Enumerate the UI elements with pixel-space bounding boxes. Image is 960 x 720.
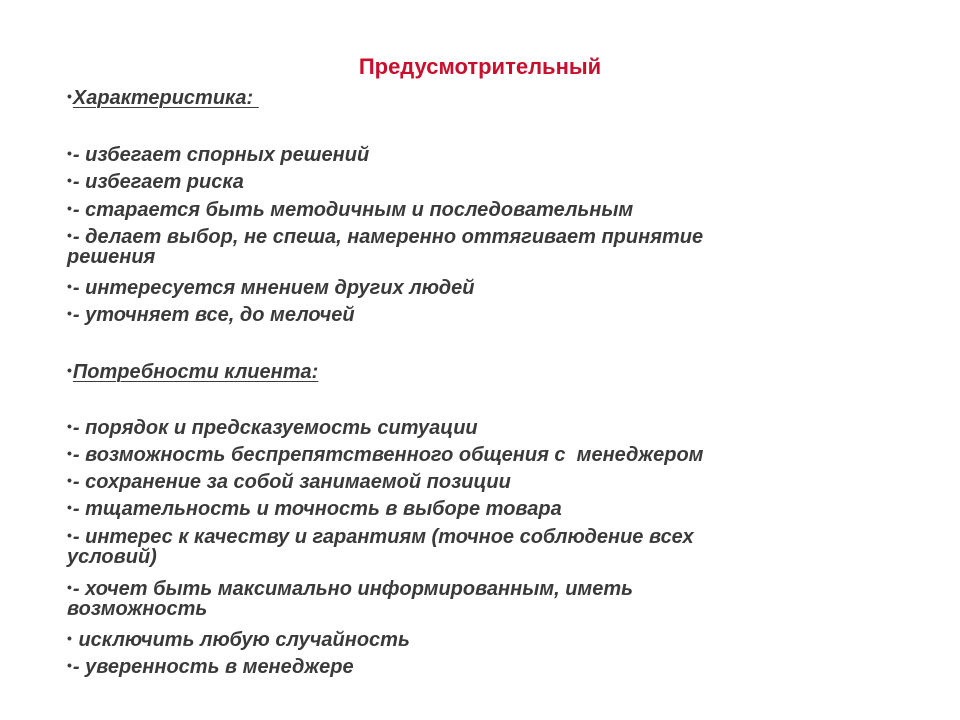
list-item-continuation [67, 546, 867, 568]
bullet-icon: • [67, 630, 72, 646]
list-item [67, 275, 867, 299]
list-item-text: - тщательность и точность в выборе товара [72, 498, 562, 520]
list-item-text: возможность [67, 598, 208, 620]
list-item-text: условий) [67, 546, 157, 568]
list-item [67, 142, 867, 166]
bullet-icon: • [67, 145, 72, 161]
bullet-icon: • [67, 172, 72, 188]
bullet-icon: • [67, 579, 72, 595]
bullet-icon: • [67, 227, 72, 243]
list-item-continuation [67, 246, 867, 268]
bullet-icon: • [67, 362, 72, 378]
bullet-icon: • [67, 527, 72, 543]
list-item [67, 627, 867, 651]
list-item-text: - уверенность в менеджере [72, 656, 354, 678]
characteristics-heading [67, 85, 867, 109]
list-item-continuation [67, 598, 867, 620]
bullet-icon: • [67, 472, 72, 488]
list-item-text: - делает выбор, не спеша, намеренно оттягивает принятие [72, 226, 704, 248]
list-item-text: - возможность беспрепятственного общения с менеджером [72, 444, 704, 466]
characteristics-heading-text: Характеристика: [72, 87, 259, 109]
needs-heading-text: Потребности клиента: [72, 361, 319, 383]
list-item [67, 442, 867, 466]
list-item [67, 576, 867, 600]
list-item [67, 469, 867, 493]
list-item [67, 496, 867, 520]
list-item-text: - старается быть методичным и последовательным [72, 199, 634, 221]
slide-title: Предусмотрительный [358, 54, 602, 79]
bullet-icon: • [67, 418, 72, 434]
list-item-text: - интересуется мнением других людей [72, 277, 475, 299]
bullet-icon: • [67, 499, 72, 515]
list-item [67, 302, 867, 326]
list-item-text: - хочет быть максимально информированным, иметь [72, 578, 633, 600]
list-item-text: - уточняет все, до мелочей [72, 304, 355, 326]
bullet-icon: • [67, 88, 72, 104]
bullet-icon: • [67, 657, 72, 673]
list-item-text: - порядок и предсказуемость ситуации [72, 417, 478, 439]
list-item [67, 197, 867, 221]
bullet-icon: • [67, 445, 72, 461]
list-item [67, 524, 867, 548]
list-item-text: решения [67, 246, 156, 268]
list-item-text: - сохранение за собой занимаемой позиции [72, 471, 511, 493]
needs-heading [67, 359, 867, 383]
list-item-text: - интерес к качеству и гарантиям (точное соблюдение всех [72, 526, 694, 548]
list-item [67, 654, 867, 678]
bullet-icon: • [67, 278, 72, 294]
list-item [67, 224, 867, 248]
list-item-text: - избегает спорных решений [72, 144, 370, 166]
list-item [67, 415, 867, 439]
list-item-text: исключить любую случайность [72, 629, 410, 651]
list-item-text: - избегает риска [72, 171, 244, 193]
list-item [67, 169, 867, 193]
bullet-icon: • [67, 200, 72, 216]
bullet-icon: • [67, 305, 72, 321]
